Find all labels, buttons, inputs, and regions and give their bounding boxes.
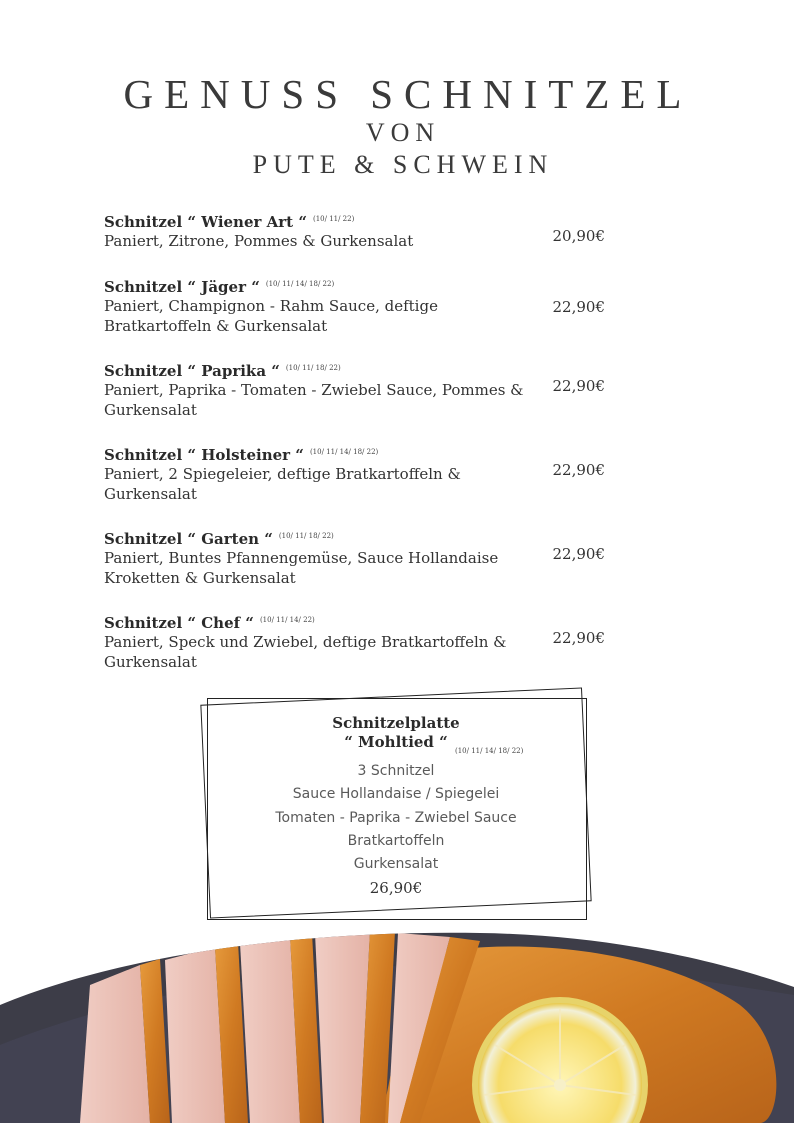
platter-subtitle: “ Mohltied “: [344, 733, 448, 751]
platter-line: Bratkartoffeln: [347, 832, 445, 849]
menu-item-paprika: [104, 359, 609, 420]
item-price: 20,90€: [552, 227, 605, 245]
platter-line: Sauce Hollandaise / Spiegelei: [292, 786, 500, 803]
item-name: Schnitzel “ Chef “: [104, 614, 254, 632]
menu-item-holsteiner: [104, 443, 609, 504]
schnitzel-photo: [0, 925, 794, 1123]
item-description: Paniert, Champignon - Rahm Sauce, deftige Bratkartoffeln & Gurkensalat: [104, 297, 438, 335]
platter-allergens: (10/ 11/ 14/ 18/ 22): [455, 747, 524, 755]
platter-line: Gurkensalat: [353, 856, 439, 873]
item-name: Schnitzel “ Paprika “: [104, 362, 280, 380]
item-allergens: (10/ 11/ 22): [312, 215, 355, 223]
item-price: 22,90€: [552, 629, 605, 647]
item-price: 22,90€: [552, 461, 605, 479]
item-price: 22,90€: [552, 298, 605, 316]
item-description: Paniert, Buntes Pfannengemüse, Sauce Hollandaise Kroketten & Gurkensalat: [104, 549, 499, 587]
menu-subtitle-meat: PUTE & SCHWEIN: [252, 150, 554, 179]
item-name: Schnitzel “ Garten “: [104, 530, 273, 548]
item-name: Schnitzel “ Wiener Art “: [104, 213, 307, 231]
item-allergens: (10/ 11/ 14/ 18/ 22): [265, 280, 335, 288]
item-allergens: (10/ 11/ 14/ 18/ 22): [309, 448, 379, 456]
item-description: Paniert, Speck und Zwiebel, deftige Bratkartoffeln & Gurkensalat: [104, 633, 507, 671]
item-description: Paniert, Zitrone, Pommes & Gurkensalat: [104, 232, 414, 250]
menu-title: GENUSS SCHNITZEL: [123, 71, 693, 117]
item-description: Paniert, Paprika - Tomaten - Zwiebel Sauce, Pommes & Gurkensalat: [104, 381, 524, 419]
item-price: 22,90€: [552, 545, 605, 563]
platter-line: 3 Schnitzel: [357, 763, 435, 779]
item-allergens: (10/ 11/ 14/ 22): [259, 616, 315, 624]
platter-line: Tomaten - Paprika - Zwiebel Sauce: [275, 809, 517, 826]
menu-item-chef: [104, 611, 609, 672]
item-name: Schnitzel “ Holsteiner “: [104, 446, 304, 464]
item-allergens: (10/ 11/ 18/ 22): [278, 532, 334, 540]
menu-item-wiener-art: [104, 210, 609, 252]
item-price: 22,90€: [552, 377, 605, 395]
item-name: Schnitzel “ Jäger “: [104, 278, 260, 296]
platter-box: [200, 686, 592, 926]
menu-subtitle-von: VON: [365, 118, 441, 147]
item-allergens: (10/ 11/ 18/ 22): [285, 364, 341, 372]
menu-item-garten: [104, 527, 609, 588]
platter-title: Schnitzelplatte: [332, 714, 460, 732]
item-description: Paniert, 2 Spiegeleier, deftige Bratkartoffeln & Gurkensalat: [104, 465, 461, 503]
platter-price: 26,90€: [369, 879, 423, 898]
menu-item-jaeger: [104, 275, 609, 336]
